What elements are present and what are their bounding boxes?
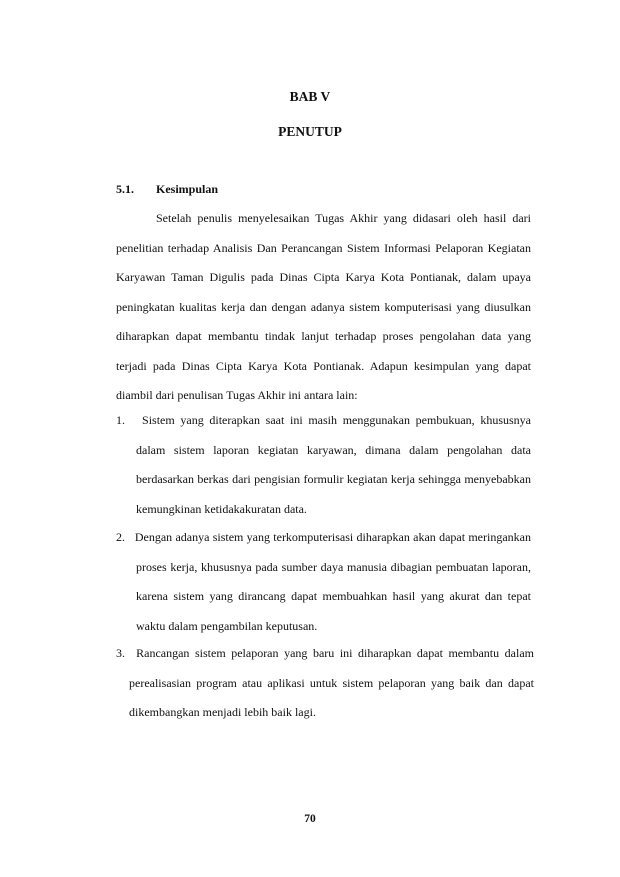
- section-number: 5.1.: [116, 182, 134, 196]
- list-item: 1. Sistem yang diterapkan saat ini masih menggunakan pembukuan, khususnya dalam sistem laporan kegiatan karyawan, dimana dalam pengolahan data berdasarkan berkas dari pengisian formulir kegiatan kerja sehingga menyebabkan kemungkinan ketidakakuratan data.: [116, 413, 531, 516]
- chapter-title: PENUTUP: [278, 124, 342, 139]
- list-item: 2. Dengan adanya sistem yang terkomputerisasi diharapkan akan dapat meringankan proses kerja, khususnya pada sumber daya manusia dibagian pembuatan laporan, karena sistem yang dirancang dapat membuahkan hasil yang akurat dan tepat waktu dalam pengambilan keputusan.: [116, 530, 531, 633]
- page-number: 70: [304, 813, 316, 825]
- body-paragraph: Setelah penulis menyelesaikan Tugas Akhir yang didasari oleh hasil dari penelitian terhadap Analisis Dan Perancangan Sistem Informasi Pelaporan Kegiatan Karyawan Taman Digulis pada Dinas Cipta Karya Kota Pontianak, dalam upaya peningkatan kualitas kerja dan dengan adanya sistem komputerisasi yang diusulkan diharapkan dapat membantu tindak lanjut terhadap proses pengolahan data yang terjadi pada Dinas Cipta Karya Kota Pontianak. Adapun kesimpulan yang dapat diambil dari penulisan Tugas Akhir ini antara lain:: [116, 211, 531, 402]
- section-title: Kesimpulan: [156, 182, 219, 196]
- chapter-heading: BAB V: [289, 89, 331, 104]
- list-item: 3. Rancangan sistem pelaporan yang baru ini diharapkan dapat membantu dalam perealisasian program atau aplikasi untuk sistem pelaporan yang baik dan dapat dikembangkan menjadi lebih baik lagi.: [116, 646, 534, 719]
